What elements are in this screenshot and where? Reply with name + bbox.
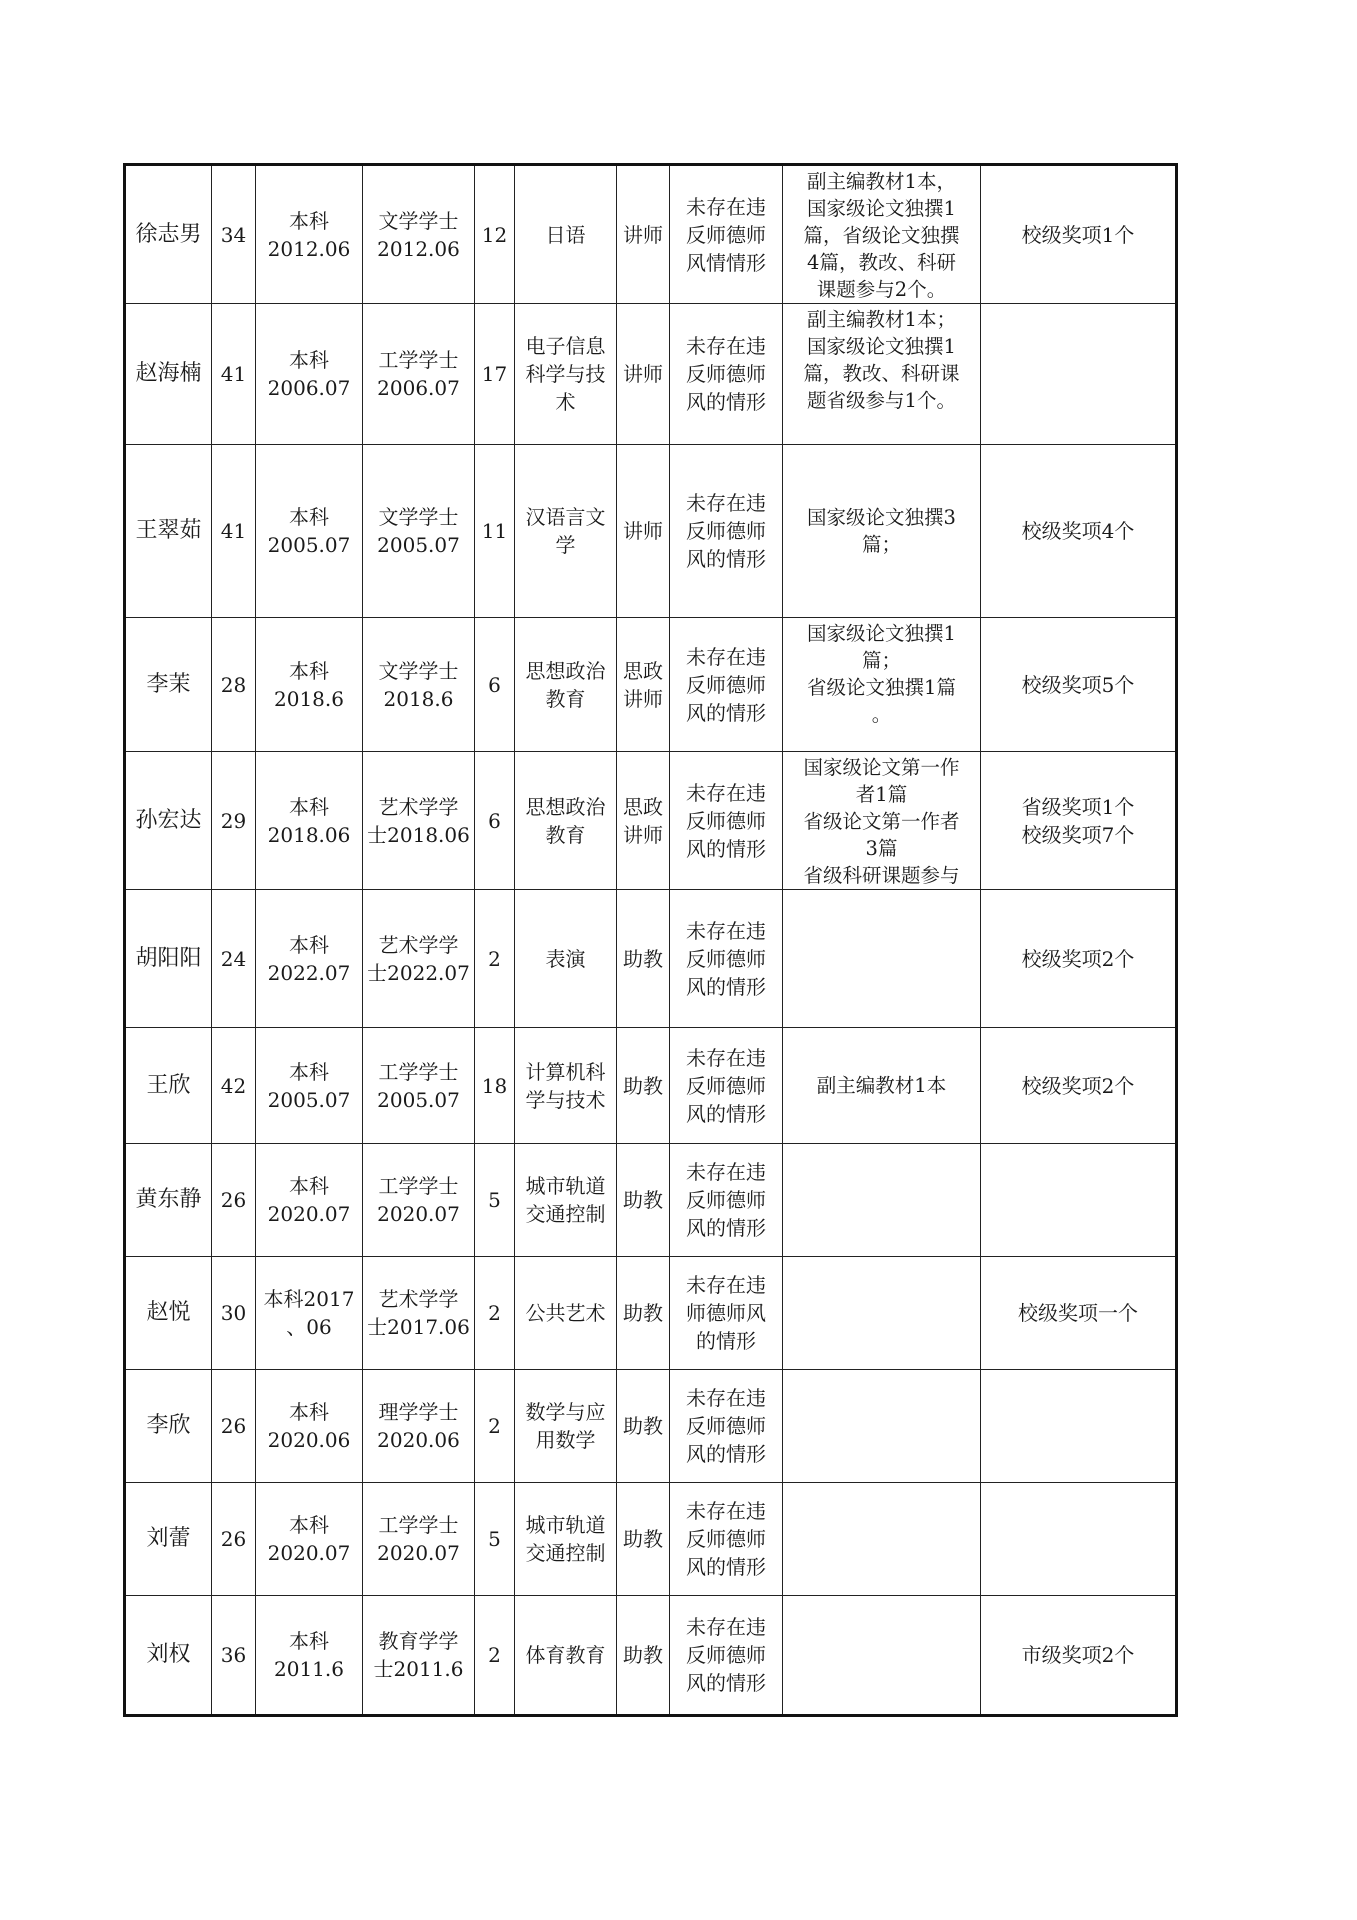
age-cell-text: 34: [220, 222, 247, 247]
ethics-cell: [670, 1596, 783, 1716]
publications-cell: [783, 1257, 981, 1370]
teaching-years-cell-text: 2: [488, 946, 501, 971]
teaching-years-cell: [475, 618, 515, 752]
table-row: [125, 165, 1177, 304]
age-cell: [212, 618, 256, 752]
major-cell-text: 汉语言文 学: [525, 505, 606, 557]
awards-cell: [981, 304, 1177, 445]
awards-cell: [981, 1370, 1177, 1483]
ethics-cell: [670, 1257, 783, 1370]
teaching-years-cell-text: 18: [481, 1073, 508, 1098]
table-row: [125, 1483, 1177, 1596]
education-cell: [256, 1483, 363, 1596]
teacher-name-cell-text: 赵海楠: [135, 361, 202, 386]
teaching-years-cell-text: 2: [488, 1643, 501, 1667]
ethics-cell: [670, 1370, 783, 1483]
publications-cell: [783, 1596, 981, 1716]
teaching-years-cell: [475, 1028, 515, 1144]
publications-cell: [783, 304, 981, 445]
job-title-cell-text: 讲师: [623, 222, 663, 247]
education-cell: [256, 1257, 363, 1370]
table-row: [125, 890, 1177, 1028]
degree-cell-text: 教育学学 士2011.6: [373, 1629, 464, 1681]
degree-cell-text: 工学学士 2020.07: [377, 1513, 460, 1565]
major-cell: [515, 1144, 617, 1257]
education-cell-text: 本科 2020.06: [267, 1400, 351, 1452]
age-cell: [212, 304, 256, 445]
teacher-name-cell: [125, 304, 212, 445]
job-title-cell: [617, 1596, 670, 1716]
ethics-cell: [670, 445, 783, 618]
ethics-cell-text: 未存在违 反师德师 风的情形: [686, 1615, 766, 1695]
education-cell-text: 本科 2005.07: [267, 505, 351, 557]
teacher-name-cell: [125, 752, 212, 890]
degree-cell: [363, 1257, 475, 1370]
degree-cell: [363, 304, 475, 445]
major-cell: [515, 445, 617, 618]
age-cell-text: 41: [220, 519, 247, 543]
job-title-cell-text: 讲师: [623, 362, 663, 386]
degree-cell: [363, 890, 475, 1028]
publications-cell: [783, 1370, 981, 1483]
age-cell-text: 26: [220, 1188, 247, 1212]
teacher-name-cell-text: 李茉: [146, 671, 191, 697]
major-cell: [515, 1370, 617, 1483]
ethics-cell-text: 未存在违 反师德师 风的情形: [686, 491, 766, 571]
age-cell-text: 28: [220, 672, 247, 697]
ethics-cell: [670, 1144, 783, 1257]
ethics-cell: [670, 752, 783, 890]
teacher-name-cell-text: 王欣: [146, 1072, 191, 1098]
teaching-years-cell: [475, 890, 515, 1028]
education-cell: [256, 618, 363, 752]
major-cell-text: 体育教育: [525, 1643, 606, 1667]
teaching-years-cell: [475, 1483, 515, 1596]
ethics-cell: [670, 890, 783, 1028]
awards-cell-text: 校级奖项1个: [1021, 222, 1135, 247]
teaching-years-cell-text: 2: [488, 1301, 501, 1325]
degree-cell: [363, 165, 475, 304]
education-cell-text: 本科 2018.6: [274, 658, 344, 711]
publications-cell-text: 国家级论文第一作 者1篇 省级论文第一作者 3篇 省级科研课题参与: [803, 756, 960, 887]
age-cell-text: 30: [220, 1301, 247, 1325]
teacher-name-cell: [125, 1257, 212, 1370]
teacher-name-cell: [125, 445, 212, 618]
table-row: [125, 1028, 1177, 1144]
ethics-cell-text: 未存在违 反师德师 风的情形: [686, 780, 766, 861]
major-cell: [515, 752, 617, 890]
degree-cell: [363, 1144, 475, 1257]
teaching-years-cell: [475, 752, 515, 890]
teacher-name-cell: [125, 1144, 212, 1257]
age-cell: [212, 752, 256, 890]
teacher-name-cell-text: 刘权: [146, 1642, 191, 1667]
publications-cell-text: 副主编教材1本， 国家级论文独撰1 篇，省级论文独撰 4篇，教改、科研 课题参与2个。: [803, 170, 960, 301]
awards-cell: [981, 1144, 1177, 1257]
degree-cell-text: 艺术学学 士2022.07: [367, 932, 470, 985]
teacher-name-cell-text: 徐志男: [135, 221, 202, 247]
table-row: [125, 752, 1177, 890]
awards-cell-text: 校级奖项一个: [1018, 1301, 1138, 1325]
teaching-years-cell: [475, 445, 515, 618]
table-row: [125, 618, 1177, 752]
education-cell-text: 本科 2020.07: [267, 1174, 351, 1226]
job-title-cell: [617, 1483, 670, 1596]
awards-cell: [981, 1028, 1177, 1144]
degree-cell-text: 文学学士 2005.07: [377, 505, 460, 557]
teacher-name-cell-text: 王翠茹: [135, 518, 202, 543]
teacher-name-cell-text: 刘蕾: [146, 1526, 191, 1551]
teaching-years-cell-text: 6: [488, 808, 501, 833]
major-cell-text: 城市轨道 交通控制: [525, 1513, 606, 1565]
degree-cell: [363, 1483, 475, 1596]
teacher-name-cell-text: 赵悦: [146, 1300, 191, 1325]
ethics-cell-text: 未存在违 师德师风 的情形: [686, 1273, 766, 1353]
education-cell: [256, 1370, 363, 1483]
teaching-years-cell: [475, 1370, 515, 1483]
table-row: [125, 445, 1177, 618]
teacher-name-cell: [125, 1596, 212, 1716]
teacher-name-cell-text: 胡阳阳: [135, 945, 202, 971]
teacher-name-cell: [125, 890, 212, 1028]
job-title-cell: [617, 1028, 670, 1144]
education-cell-text: 本科 2012.06: [267, 208, 351, 261]
teaching-years-cell: [475, 1596, 515, 1716]
education-cell: [256, 445, 363, 618]
education-cell-text: 本科 2005.07: [267, 1059, 351, 1112]
table-row: [125, 1370, 1177, 1483]
publications-cell: [783, 1483, 981, 1596]
job-title-cell-text: 助教: [623, 1643, 663, 1667]
major-cell-text: 计算机科 学与技术: [525, 1059, 606, 1112]
publications-cell: [783, 752, 981, 890]
awards-cell: [981, 1596, 1177, 1716]
publications-cell: [783, 1144, 981, 1257]
ethics-cell: [670, 1483, 783, 1596]
awards-cell-text: 校级奖项5个: [1021, 672, 1135, 697]
ethics-cell-text: 未存在违 反师德师 风的情形: [686, 1160, 766, 1240]
education-cell-text: 本科2017 、06: [263, 1287, 355, 1339]
major-cell-text: 思想政治 教育: [525, 658, 606, 711]
degree-cell-text: 文学学士 2012.06: [377, 208, 460, 261]
education-cell: [256, 1596, 363, 1716]
age-cell: [212, 1028, 256, 1144]
job-title-cell: [617, 445, 670, 618]
teaching-years-cell-text: 2: [488, 1414, 501, 1438]
education-cell-text: 本科 2020.07: [267, 1513, 351, 1565]
teaching-years-cell-text: 5: [488, 1188, 501, 1212]
age-cell-text: 36: [220, 1643, 247, 1667]
degree-cell: [363, 1596, 475, 1716]
job-title-cell: [617, 618, 670, 752]
teaching-years-cell: [475, 1144, 515, 1257]
teaching-years-cell-text: 6: [488, 672, 501, 697]
education-cell: [256, 1144, 363, 1257]
publications-cell: [783, 618, 981, 752]
teacher-name-cell: [125, 1370, 212, 1483]
table-row: [125, 1144, 1177, 1257]
major-cell-text: 思想政治 教育: [525, 794, 606, 847]
education-cell: [256, 304, 363, 445]
awards-cell: [981, 1483, 1177, 1596]
age-cell: [212, 165, 256, 304]
major-cell-text: 公共艺术: [525, 1301, 606, 1325]
job-title-cell: [617, 1144, 670, 1257]
age-cell: [212, 890, 256, 1028]
education-cell: [256, 1028, 363, 1144]
degree-cell-text: 艺术学学 士2018.06: [367, 794, 470, 847]
degree-cell-text: 文学学士 2018.6: [378, 658, 459, 711]
awards-cell: [981, 890, 1177, 1028]
job-title-cell-text: 助教: [623, 1188, 663, 1212]
ethics-cell-text: 未存在违 反师德师 风的情形: [686, 1499, 766, 1579]
teacher-name-cell: [125, 618, 212, 752]
degree-cell: [363, 1370, 475, 1483]
degree-cell-text: 工学学士 2006.07: [377, 348, 460, 400]
ethics-cell-text: 未存在违 反师德师 风的情形: [686, 1386, 766, 1466]
job-title-cell-text: 助教: [623, 1301, 663, 1325]
teaching-years-cell-text: 12: [481, 222, 508, 247]
teacher-name-cell-text: 孙宏达: [135, 807, 202, 833]
teacher-name-cell-text: 黄东静: [135, 1187, 202, 1212]
job-title-cell-text: 助教: [623, 1414, 663, 1438]
major-cell-text: 日语: [545, 222, 586, 247]
publications-cell: [783, 890, 981, 1028]
job-title-cell: [617, 304, 670, 445]
publications-cell: [783, 445, 981, 618]
awards-cell-text: 校级奖项2个: [1021, 946, 1135, 971]
job-title-cell: [617, 165, 670, 304]
degree-cell: [363, 1028, 475, 1144]
ethics-cell-text: 未存在违 反师德师 风的情形: [686, 334, 766, 414]
teaching-years-cell-text: 5: [488, 1527, 501, 1551]
teaching-years-cell: [475, 304, 515, 445]
awards-cell-text: 市级奖项2个: [1021, 1643, 1135, 1667]
major-cell-text: 表演: [545, 946, 586, 971]
degree-cell-text: 理学学士 2020.06: [377, 1400, 460, 1452]
publications-cell-text: 副主编教材1本； 国家级论文独撰1 篇，教改、科研课 题省级参与1个。: [803, 308, 960, 412]
degree-cell-text: 工学学士 2005.07: [377, 1059, 460, 1112]
age-cell-text: 41: [220, 362, 247, 386]
education-cell: [256, 165, 363, 304]
publications-cell-text: 国家级论文独撰1 篇； 省级论文独撰1篇 。: [807, 622, 956, 726]
education-cell: [256, 890, 363, 1028]
major-cell: [515, 618, 617, 752]
age-cell: [212, 1483, 256, 1596]
job-title-cell: [617, 1257, 670, 1370]
education-cell: [256, 752, 363, 890]
job-title-cell: [617, 890, 670, 1028]
job-title-cell-text: 讲师: [623, 519, 663, 543]
teaching-years-cell: [475, 1257, 515, 1370]
table-row: [125, 1596, 1177, 1716]
education-cell-text: 本科 2011.6: [274, 1629, 344, 1681]
awards-cell: [981, 445, 1177, 618]
publications-cell-text: 国家级论文独撰3 篇；: [807, 506, 956, 556]
major-cell: [515, 1483, 617, 1596]
education-cell-text: 本科 2006.07: [267, 348, 351, 400]
ethics-cell-text: 未存在违 反师德师 风的情形: [686, 918, 766, 999]
awards-cell-text: 校级奖项2个: [1021, 1073, 1135, 1098]
job-title-cell: [617, 752, 670, 890]
major-cell: [515, 165, 617, 304]
publications-cell: [783, 1028, 981, 1144]
age-cell-text: 26: [220, 1414, 247, 1438]
awards-cell-text: 省级奖项1个 校级奖项7个: [1021, 794, 1135, 847]
teaching-years-cell-text: 11: [481, 519, 508, 543]
ethics-cell-text: 未存在违 反师德师 风情情形: [686, 194, 766, 275]
awards-cell-text: 校级奖项4个: [1021, 519, 1135, 543]
major-cell: [515, 1596, 617, 1716]
table-row: [125, 304, 1177, 445]
degree-cell: [363, 752, 475, 890]
job-title-cell-text: 思政 讲师: [623, 794, 663, 847]
table-row: [125, 1257, 1177, 1370]
staff-table: [123, 163, 1178, 1717]
major-cell-text: 电子信息 科学与技 术: [525, 334, 606, 414]
major-cell-text: 城市轨道 交通控制: [525, 1174, 606, 1226]
age-cell: [212, 1370, 256, 1483]
age-cell-text: 42: [220, 1073, 247, 1098]
job-title-cell-text: 助教: [623, 1527, 663, 1551]
degree-cell-text: 工学学士 2020.07: [377, 1174, 460, 1226]
age-cell-text: 24: [220, 946, 247, 971]
job-title-cell-text: 助教: [623, 1073, 663, 1098]
teacher-name-cell: [125, 1028, 212, 1144]
teacher-name-cell: [125, 1483, 212, 1596]
teacher-name-cell-text: 李欣: [146, 1413, 191, 1438]
awards-cell: [981, 1257, 1177, 1370]
degree-cell: [363, 618, 475, 752]
age-cell: [212, 1257, 256, 1370]
ethics-cell-text: 未存在违 反师德师 风的情形: [686, 1045, 766, 1126]
education-cell-text: 本科 2022.07: [267, 932, 351, 985]
degree-cell-text: 艺术学学 士2017.06: [367, 1287, 470, 1339]
ethics-cell: [670, 304, 783, 445]
teaching-years-cell-text: 17: [481, 362, 508, 386]
age-cell-text: 26: [220, 1527, 247, 1551]
ethics-cell: [670, 1028, 783, 1144]
publications-cell-text: 副主编教材1本: [816, 1074, 947, 1097]
job-title-cell: [617, 1370, 670, 1483]
teacher-name-cell: [125, 165, 212, 304]
awards-cell: [981, 165, 1177, 304]
job-title-cell-text: 助教: [623, 946, 663, 971]
age-cell: [212, 445, 256, 618]
major-cell: [515, 1028, 617, 1144]
awards-cell: [981, 752, 1177, 890]
major-cell: [515, 890, 617, 1028]
age-cell-text: 29: [220, 808, 247, 833]
education-cell-text: 本科 2018.06: [267, 794, 351, 847]
table-body: [125, 165, 1177, 1716]
major-cell: [515, 304, 617, 445]
ethics-cell-text: 未存在违 反师德师 风的情形: [686, 644, 766, 725]
age-cell: [212, 1144, 256, 1257]
awards-cell: [981, 618, 1177, 752]
publications-cell: [783, 165, 981, 304]
teaching-years-cell: [475, 165, 515, 304]
major-cell: [515, 1257, 617, 1370]
job-title-cell-text: 思政 讲师: [623, 658, 663, 711]
age-cell: [212, 1596, 256, 1716]
ethics-cell: [670, 618, 783, 752]
degree-cell: [363, 445, 475, 618]
ethics-cell: [670, 165, 783, 304]
major-cell-text: 数学与应 用数学: [525, 1400, 606, 1452]
